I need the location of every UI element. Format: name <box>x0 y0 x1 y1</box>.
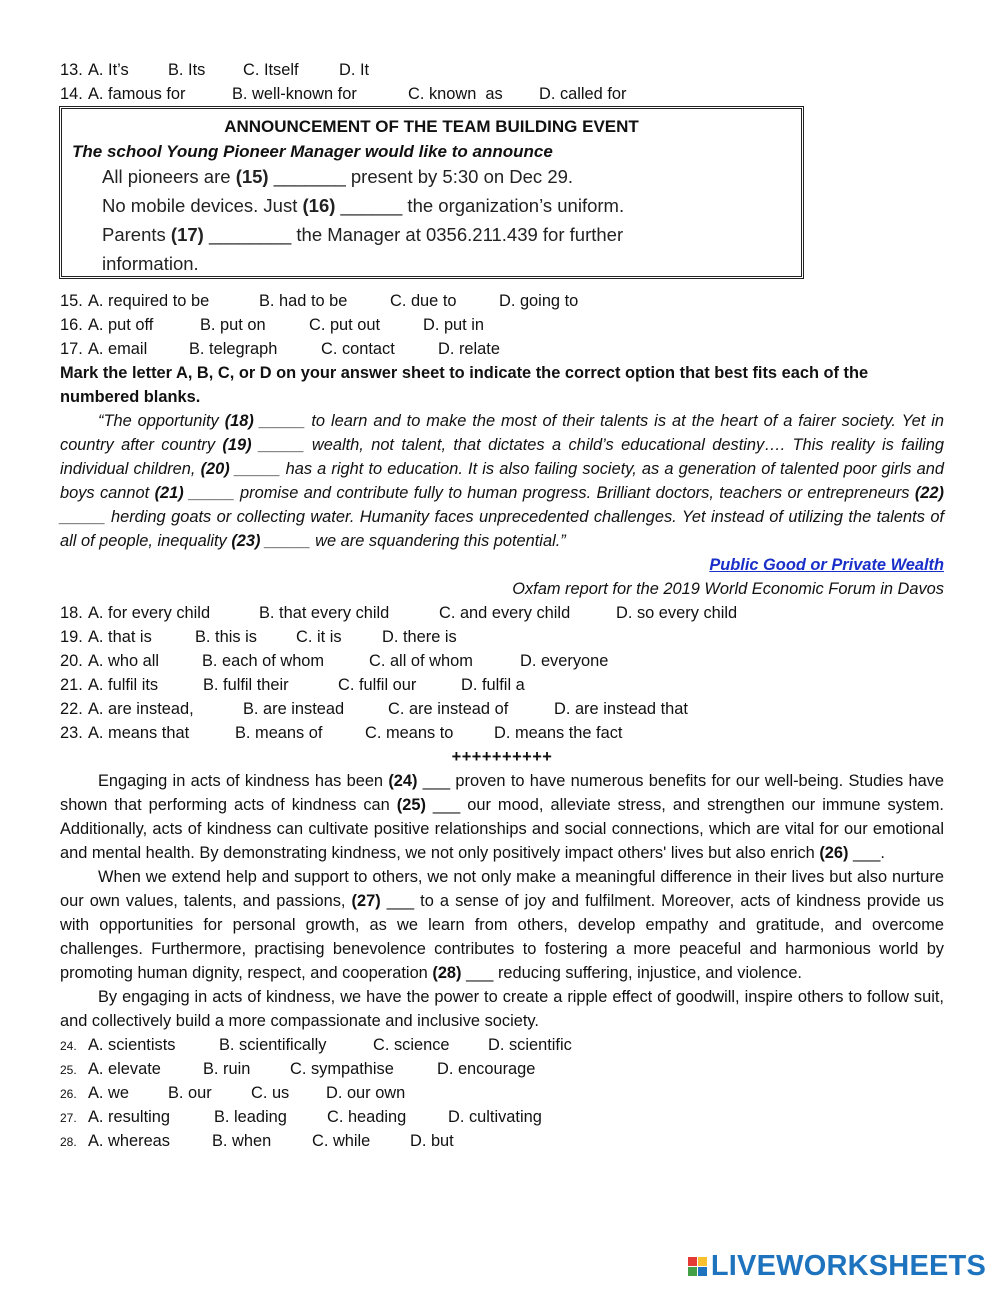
option-c[interactable]: C. science <box>373 1036 450 1054</box>
question-14 <box>60 82 944 106</box>
passage-text: ___ reducing suffering, injustice, and violence. <box>461 964 802 982</box>
option-d[interactable]: D. means the fact <box>494 724 623 742</box>
question-20 <box>60 649 944 673</box>
source-citation: Oxfam report for the 2019 World Economic Forum in Davos <box>512 580 944 598</box>
passage-text: ___. <box>848 844 885 862</box>
option-d[interactable]: D. encourage <box>437 1060 536 1078</box>
option-d[interactable]: D. there is <box>382 628 457 646</box>
passage-text: _____ has a right to education. It is also failing society, as a generation of talented poor girls and boys cannot <box>60 460 944 502</box>
question-number: 26. <box>60 1087 77 1101</box>
question-23 <box>60 721 944 745</box>
announcement-text: Parents <box>102 224 171 245</box>
option-b[interactable]: B. scientifically <box>219 1036 327 1054</box>
logo-mark-icon <box>688 1257 707 1276</box>
blank-number-26: (26) <box>819 844 849 862</box>
option-b[interactable]: B. means of <box>235 724 323 742</box>
option-a[interactable]: A. that is <box>88 628 152 646</box>
logo-square-green <box>688 1267 697 1276</box>
logo-square-blue <box>698 1267 707 1276</box>
passage-text: _____ to learn and to make the most of their talents is at the heart of a fairer society. Yet in country after country <box>60 412 945 454</box>
option-a[interactable]: A. who all <box>88 652 160 670</box>
logo-text: LIVEWORKSHEETS <box>710 1250 986 1282</box>
option-b[interactable]: B. Its <box>168 61 206 79</box>
option-a[interactable]: A. fulfil its <box>88 676 159 694</box>
question-number: 13. <box>60 61 83 79</box>
announcement-text: _______ present by 5:30 on Dec 29. <box>268 166 574 187</box>
announcement-line-info: information. <box>102 253 199 274</box>
passage-text: ___ to a sense of joy and fulfilment. Moreover, acts of kindness provide us with opportunities for personal growth, as we learn from others, develop empathy and gratitude, and overcome challenges. Furthermore, practising benevolence contributes to fostering a more peaceful and harmonious world by promoting human dignity, respect, and cooperation <box>60 892 944 982</box>
option-c[interactable]: C. contact <box>321 340 395 358</box>
option-b[interactable]: B. when <box>212 1132 272 1150</box>
option-d[interactable]: D. our own <box>326 1084 406 1102</box>
option-d[interactable]: D. everyone <box>520 652 609 670</box>
question-28 <box>60 1129 944 1153</box>
question-number: 14. <box>60 85 83 103</box>
option-b[interactable]: B. that every child <box>259 604 390 622</box>
announcement-text: All pioneers are <box>102 166 236 187</box>
question-number: 17. <box>60 340 83 358</box>
option-b[interactable]: B. telegraph <box>189 340 278 358</box>
question-13 <box>60 58 944 82</box>
option-d[interactable]: D. cultivating <box>448 1108 542 1126</box>
option-a[interactable]: A. are instead, <box>88 700 194 718</box>
option-a[interactable]: A. email <box>88 340 148 358</box>
question-22 <box>60 697 944 721</box>
option-c[interactable]: C. heading <box>327 1108 407 1126</box>
blank-number-23: (23) <box>231 532 261 550</box>
question-number: 20. <box>60 652 83 670</box>
announcement-text: No mobile devices. Just <box>102 195 303 216</box>
option-d[interactable]: D. are instead that <box>554 700 688 718</box>
option-d[interactable]: D. called for <box>539 85 627 103</box>
option-d[interactable]: D. fulfil a <box>461 676 525 694</box>
question-25 <box>60 1057 944 1081</box>
announcement-line-17 <box>102 220 801 249</box>
question-number: 23. <box>60 724 83 742</box>
passage-text: _____ wealth, not talent, that dictates a child’s educational destiny…. This reality is failing individual children, <box>60 436 944 478</box>
question-19 <box>60 625 944 649</box>
question-18 <box>60 601 944 625</box>
option-d[interactable]: D. relate <box>438 340 500 358</box>
question-24 <box>60 1033 944 1057</box>
option-c[interactable]: C. fulfil our <box>338 676 417 694</box>
option-a[interactable]: A. put off <box>88 316 154 334</box>
logo-square-red <box>688 1257 697 1266</box>
option-a[interactable]: A. for every child <box>88 604 211 622</box>
passage-text: ___ proven to have numerous benefits for our well-being. Studies have shown that performing acts of kindness can <box>60 772 944 814</box>
option-a[interactable]: A. It’s <box>88 61 129 79</box>
option-c[interactable]: C. put out <box>309 316 381 334</box>
option-b[interactable]: B. had to be <box>259 292 348 310</box>
passage-text: When we extend help and support to others, we not only make a meaningful difference in their lives but also nurture our own values, talents, and passions, <box>60 868 944 910</box>
blank-number-21: (21) <box>154 484 184 502</box>
question-number: 22. <box>60 700 83 718</box>
question-15 <box>60 289 944 313</box>
option-a[interactable]: A. scientists <box>88 1036 176 1054</box>
option-a[interactable]: A. means that <box>88 724 190 742</box>
blank-number-25: (25) <box>396 796 426 814</box>
announcement-text: ______ the organization’s uniform. <box>335 195 625 216</box>
option-b[interactable]: B. leading <box>214 1108 287 1126</box>
question-number: 28. <box>60 1135 77 1149</box>
announcement-box <box>59 106 804 279</box>
question-21 <box>60 673 944 697</box>
question-number: 24. <box>60 1039 77 1053</box>
passage-kindness-p3: By engaging in acts of kindness, we have the power to create a ripple effect of goodwill, inspire others to follow suit, and collectively build a more compassionate and inclusive society. <box>60 988 944 1030</box>
question-number: 19. <box>60 628 83 646</box>
blank-number-19: (19) <box>222 436 252 454</box>
option-d[interactable]: D. but <box>410 1132 454 1150</box>
option-b[interactable]: B. each of whom <box>202 652 325 670</box>
blank-number-15: (15) <box>235 166 269 187</box>
option-a[interactable]: A. resulting <box>88 1108 170 1126</box>
question-number: 15. <box>60 292 83 310</box>
blank-number-16: (16) <box>302 195 336 216</box>
announcement-line-16 <box>102 191 801 220</box>
option-c[interactable]: C. us <box>251 1084 290 1102</box>
option-a[interactable]: A. we <box>88 1084 129 1102</box>
option-a[interactable]: A. famous for <box>88 85 186 103</box>
option-b[interactable]: B. well-known for <box>232 85 357 103</box>
announcement-title: ANNOUNCEMENT OF THE TEAM BUILDING EVENT <box>224 117 639 136</box>
announcement-subtitle: The school Young Pioneer Manager would like to announce <box>72 142 553 161</box>
liveworksheets-logo[interactable] <box>688 1250 986 1283</box>
passage-text: “The opportunity <box>98 412 225 430</box>
option-d[interactable]: D. It <box>339 61 370 79</box>
option-c[interactable]: C. while <box>312 1132 371 1150</box>
instruction-text: Mark the letter A, B, C, or D on your answer sheet to indicate the correct option that best fits each of the numbered blanks. <box>60 364 869 406</box>
question-number: 18. <box>60 604 83 622</box>
passage-text: ___ our mood, alleviate stress, and strengthen our immune system. Additionally, acts of kindness can cultivate positive relationships and social connections, which are vital for our emotional and mental health. By demonstrating kindness, we not only positively impact others' lives but also enrich <box>60 796 944 862</box>
option-c[interactable]: C. it is <box>296 628 342 646</box>
blank-number-18: (18) <box>224 412 254 430</box>
question-27 <box>60 1105 944 1129</box>
option-c[interactable]: C. known as <box>408 85 503 103</box>
option-d[interactable]: D. scientific <box>488 1036 572 1054</box>
option-b[interactable]: B. are instead <box>243 700 345 718</box>
question-number: 21. <box>60 676 83 694</box>
option-b[interactable]: B. put on <box>200 316 266 334</box>
option-b[interactable]: B. ruin <box>203 1060 251 1078</box>
passage-text: _____ promise and contribute fully to human progress. Brilliant doctors, teachers or entrepreneurs <box>183 484 915 502</box>
question-number: 27. <box>60 1111 77 1125</box>
option-c[interactable]: C. Itself <box>243 61 299 79</box>
blank-number-22: (22) <box>914 484 944 502</box>
passage-text: _____ herding goats or collecting water. Humanity faces unprecedented challenges. Yet instead of utilizing the talents of all of people, inequality <box>60 508 944 550</box>
question-16 <box>60 313 944 337</box>
option-a[interactable]: A. whereas <box>88 1132 170 1150</box>
passage-kindness-p2 <box>60 865 944 985</box>
option-c[interactable]: C. all of whom <box>369 652 473 670</box>
option-a[interactable]: A. required to be <box>88 292 210 310</box>
section-separator: ++++++++++ <box>451 748 553 766</box>
passage-opportunity <box>60 409 944 553</box>
option-d[interactable]: D. going to <box>499 292 579 310</box>
blank-number-27: (27) <box>351 892 381 910</box>
question-number: 16. <box>60 316 83 334</box>
option-b[interactable]: B. fulfil their <box>203 676 289 694</box>
blank-number-20: (20) <box>200 460 230 478</box>
question-26 <box>60 1081 944 1105</box>
option-c[interactable]: C. and every child <box>439 604 571 622</box>
announcement-line-15 <box>102 162 801 191</box>
option-b[interactable]: B. our <box>168 1084 212 1102</box>
option-b[interactable]: B. this is <box>195 628 257 646</box>
passage-text: _____ we are squandering this potential.” <box>260 532 566 550</box>
blank-number-17: (17) <box>170 224 204 245</box>
option-d[interactable]: D. so every child <box>616 604 738 622</box>
logo-square-yellow <box>698 1257 707 1266</box>
blank-number-24: (24) <box>388 772 418 790</box>
announcement-text: ________ the Manager at 0356.211.439 for further <box>203 224 624 245</box>
option-a[interactable]: A. elevate <box>88 1060 161 1078</box>
source-link[interactable]: Public Good or Private Wealth <box>709 556 944 574</box>
question-number: 25. <box>60 1063 77 1077</box>
passage-kindness-p1 <box>60 769 944 865</box>
blank-number-28: (28) <box>432 964 462 982</box>
option-c[interactable]: C. means to <box>365 724 454 742</box>
option-c[interactable]: C. sympathise <box>290 1060 394 1078</box>
passage-text: Engaging in acts of kindness has been <box>98 772 389 790</box>
option-c[interactable]: C. due to <box>390 292 457 310</box>
option-c[interactable]: C. are instead of <box>388 700 509 718</box>
question-17 <box>60 337 944 361</box>
option-d[interactable]: D. put in <box>423 316 485 334</box>
